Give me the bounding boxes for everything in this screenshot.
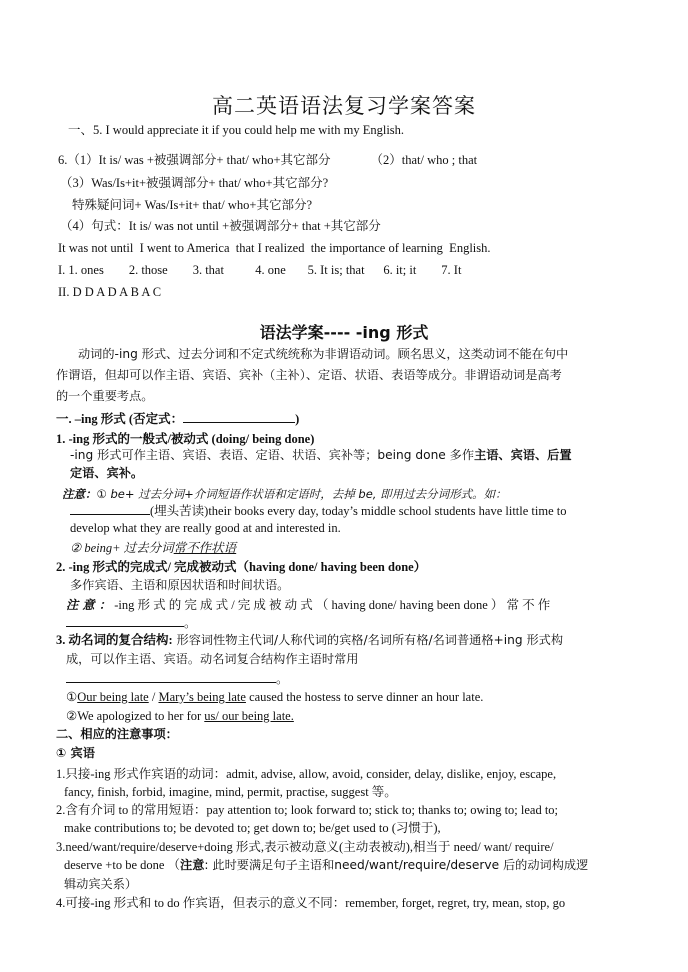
intro-line: 动词的-ing 形式、过去分词和不定式统统称为非谓语动词。顾名思义，这类动词不能在句中: [78, 347, 569, 361]
answer-line: （3）Was/Is+it+被强调部分+ that/ who+其它部分?: [60, 176, 329, 190]
note-text: -ing 形 式 的 完 成 式 / 完 成 被 动 式 （ having done/ having been done ） 常 不 作: [111, 598, 551, 612]
example-underlined: us/ our being late.: [204, 709, 294, 723]
note-line: [66, 614, 197, 631]
example-marker: ①: [66, 690, 78, 704]
answer-text: 6.（1）It is/ was +被强调部分+ that/ who+其它部分: [58, 153, 331, 167]
note-label: 注 意 ：: [66, 598, 112, 612]
example-line: develop what they are really good at and interested in.: [70, 521, 341, 535]
note-line: [70, 540, 236, 556]
example-line: [66, 689, 483, 705]
answer-line: （4）句式：It is/ was not until +被强调部分+ that +其它部分: [60, 219, 381, 233]
rule-line: 辑动宾关系）: [64, 877, 138, 891]
item3-end: 。: [276, 672, 289, 686]
item3-line: [66, 670, 289, 687]
rule-line: [64, 857, 588, 873]
part2-subheading: ① 宾语: [56, 746, 95, 760]
answer-line: 特殊疑问词+ Was/Is+it+ that/ who+其它部分?: [72, 198, 313, 212]
note-text: ① be+ 过去分词+介词短语作状语和定语时，去掉 be, 即用过去分词形式。如：: [96, 487, 507, 501]
item3-line: [56, 632, 563, 648]
item2-heading: 2. -ing 形式的完成式/ 完成被动式（having done/ having been done）: [56, 560, 427, 574]
rule-line: fancy, finish, forbid, imagine, mind, permit, practise, suggest 等。: [64, 785, 397, 799]
example-text: /: [148, 690, 159, 704]
example-line: [70, 502, 566, 519]
answer-title: 高二英语语法复习学案答案: [212, 94, 476, 118]
rule-line: 4.可接-ing 形式和 to do 作宾语，但表示的意义不同：remember, forget, regret, try, mean, stop, go: [56, 896, 566, 910]
answer-line: It was not until I went to America that I realized the importance of learning English.: [58, 241, 491, 255]
item3-text: 形容词性物主代词/人称代词的宾格/名词所有格/名词普通格+ing 形式构: [172, 633, 564, 647]
rule-line: 1.只接-ing 形式作宾语的动词：admit, advise, allow, avoid, consider, delay, dislike, enjoy, escape,: [56, 767, 557, 781]
part1-heading-close: ): [295, 412, 300, 426]
item1-heading: 1. -ing 形式的一般式/被动式 (doing/ being done): [56, 432, 315, 446]
item1-emphasis: 主语、宾语、后置: [474, 448, 572, 462]
blank: [70, 502, 150, 515]
blank: [66, 670, 276, 683]
answer-text: （2）that/ who ; that: [370, 153, 478, 167]
rule-text: : 此时要满足句子主语和need/want/require/deserve 后的动词构成逻: [204, 858, 589, 872]
answer-line: [58, 152, 477, 168]
example-underlined: Our being late: [77, 690, 149, 704]
rule-line: 2.含有介词 to 的常用短语：pay attention to; look forward to; stick to; thanks to; owing to; lead to;: [56, 803, 559, 817]
rule-emphasis: 注意: [180, 858, 205, 872]
note-text: ② being+ 过去分词: [70, 541, 174, 555]
note-line: [66, 597, 550, 613]
intro-line: 的一个重要考点。: [56, 389, 154, 403]
part2-heading: 二、相应的注意事项：: [56, 727, 178, 741]
part1-heading: [56, 410, 299, 427]
example-text: (埋头苦读)their books every day, today’s middle school students have little time to: [150, 504, 567, 518]
item1-line: 定语、宾补。: [70, 466, 144, 480]
note-line: [62, 486, 507, 502]
rule-line: make contributions to; be devoted to; get down to; be/get used to (习惯于),: [64, 821, 441, 835]
intro-line: 作谓语，但却可以作主语、宾语、宾补（主补）、定语、状语、表语等成分。非谓语动词是高考: [56, 368, 562, 382]
note-end: 。: [184, 616, 197, 630]
blank: [66, 614, 184, 627]
answer-line: I. 1. ones 2. those 3. that 4. one 5. It is; that 6. it; it 7. It: [58, 263, 462, 277]
part1-heading-text: 一. –ing 形式 (否定式：: [56, 412, 184, 426]
rule-line: 3.need/want/require/deserve+doing 形式,表示被动意义(主动表被动),相当于 need/ want/ require/: [56, 840, 554, 854]
example-text: ②We apologized to her for: [66, 709, 205, 723]
blank: [183, 410, 295, 423]
example-text: caused the hostess to serve dinner an hour late.: [245, 690, 484, 704]
answer-line: II. D D A D A B A C: [58, 285, 162, 299]
answer-line: 一、5. I would appreciate it if you could help me with my English.: [68, 123, 405, 137]
item3-line: 成，可以作主语、宾语。动名词复合结构作主语时常用: [66, 652, 359, 666]
section-title: 语法学案---- -ing 形式: [259, 323, 429, 342]
example-underlined: Mary’s being late: [158, 690, 246, 704]
example-line: [66, 708, 294, 724]
item1-text: -ing 形式可作主语、宾语、表语、定语、状语、宾补等；being done 多作: [70, 448, 475, 462]
item1-line: [70, 447, 572, 463]
item2-line: 多作宾语、主语和原因状语和时间状语。: [70, 578, 290, 592]
rule-text: deserve +to be done （: [64, 858, 181, 872]
note-label: 注意：: [62, 487, 97, 501]
item3-heading: 3. 动名词的复合结构:: [56, 633, 173, 647]
note-underlined: 常不作状语: [173, 541, 237, 555]
